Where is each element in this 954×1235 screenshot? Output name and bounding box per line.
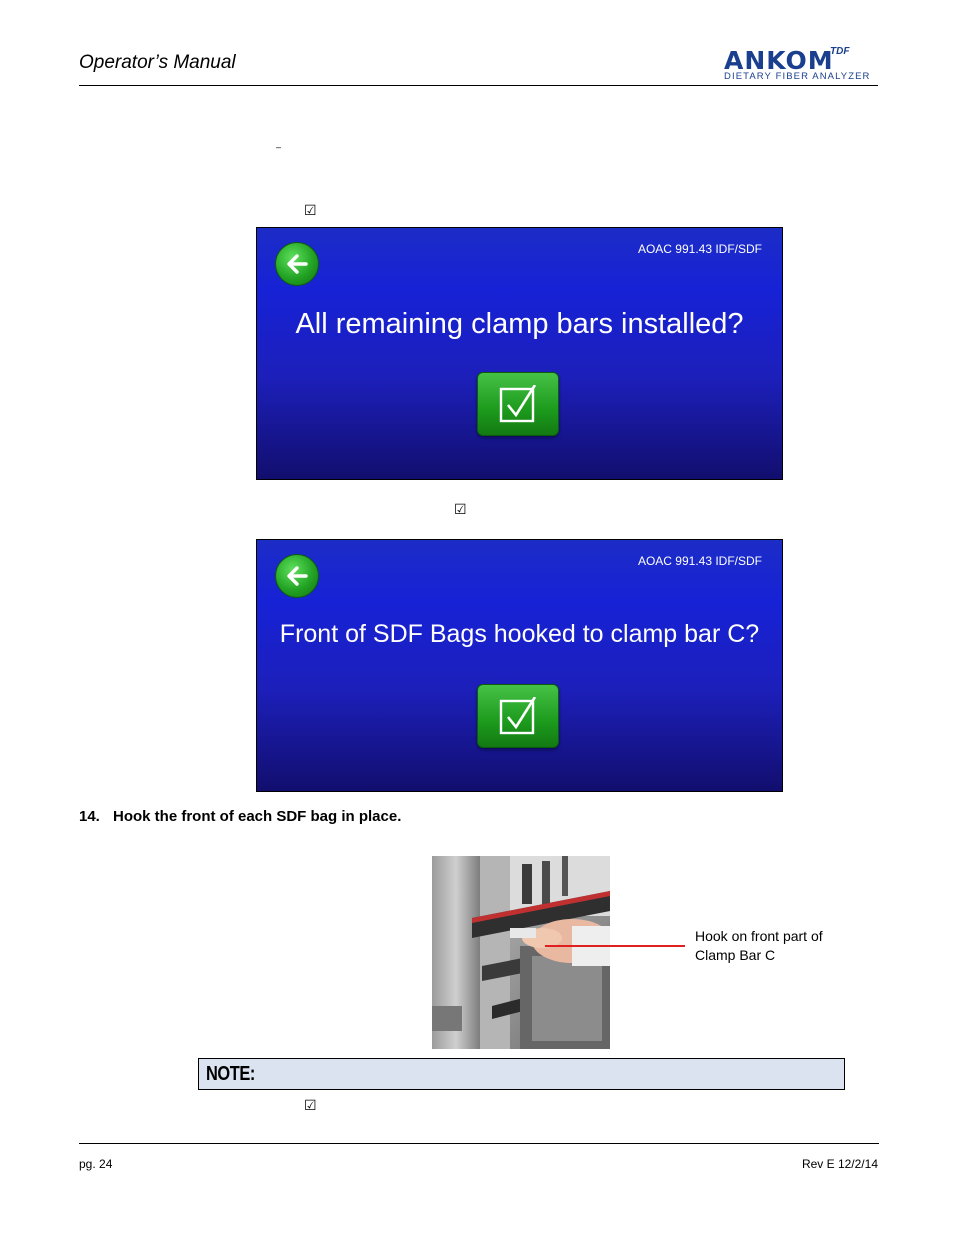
screen-question: Front of SDF Bags hooked to clamp bar C? <box>279 620 760 648</box>
clamp-bar-photo <box>432 856 610 1049</box>
page-number: pg. 24 <box>79 1157 113 1171</box>
logo-superscript: TDF <box>830 46 850 57</box>
back-arrow-icon <box>284 251 310 277</box>
manual-title: Operator’s Manual <box>79 52 236 73</box>
checkbox-icon <box>499 385 537 423</box>
ankom-logo <box>722 46 880 82</box>
method-label: AOAC 991.43 IDF/SDF <box>637 554 762 568</box>
inline-checkbox-icon: ☑ <box>304 1098 317 1114</box>
header-rule <box>79 85 878 86</box>
callout-line <box>545 945 685 947</box>
inline-checkbox-icon: ☑ <box>304 203 317 219</box>
step-text: Hook the front of each SDF bag in place. <box>113 808 402 825</box>
back-arrow-icon <box>284 563 310 589</box>
inline-checkbox-icon: ☑ <box>454 502 467 518</box>
step-number: 14. <box>79 808 100 825</box>
text-fragment-dash: – <box>276 142 282 152</box>
touchscreen-clamp-bars <box>256 227 783 480</box>
footer-rule <box>79 1143 879 1144</box>
logo-tagline: DIETARY FIBER ANALYZER <box>724 71 871 82</box>
confirm-button[interactable] <box>477 684 559 748</box>
screen-question: All remaining clamp bars installed? <box>295 308 744 340</box>
touchscreen-sdf-bags <box>256 539 783 792</box>
checkbox-icon <box>499 697 537 735</box>
step-14 <box>79 808 401 825</box>
back-button[interactable] <box>275 554 319 598</box>
photo-callout: Hook on front part of Clamp Bar C <box>695 928 823 963</box>
note-label: NOTE: <box>206 1063 255 1085</box>
method-label: AOAC 991.43 IDF/SDF <box>637 242 762 256</box>
back-button[interactable] <box>275 242 319 286</box>
confirm-button[interactable] <box>477 372 559 436</box>
revision-label: Rev E 12/2/14 <box>801 1157 878 1171</box>
logo-wordmark: ANKOM <box>724 46 834 75</box>
note-box <box>198 1058 845 1090</box>
